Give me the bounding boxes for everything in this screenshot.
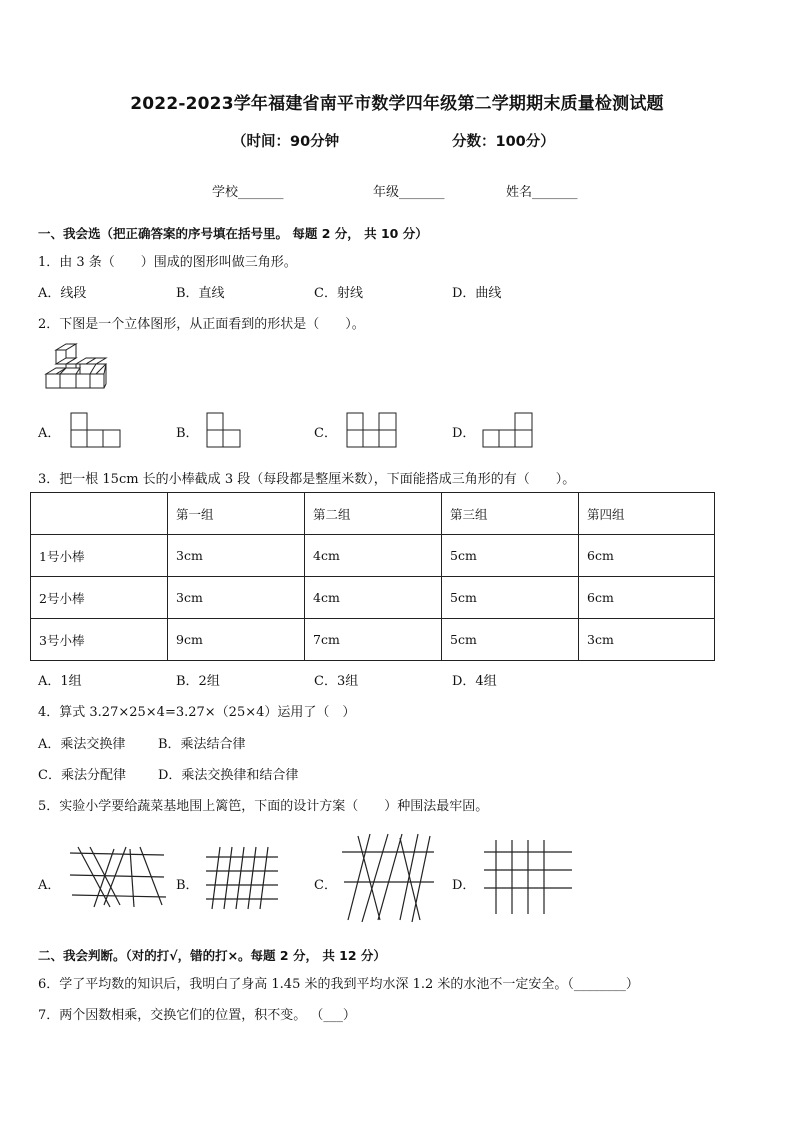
question-2: 2．下图是一个立体图形，从正面看到的形状是（ ）。 [38, 317, 365, 332]
question-3: 3．把一根 15cm 长的小棒截成 3 段（每段都是整厘米数），下面能搭成三角形的有（ ）。 [38, 472, 576, 487]
table-row [31, 577, 715, 619]
q3-option-c: C．3组 [314, 674, 359, 689]
q5-option-b-fence [204, 845, 280, 911]
question-4: 4．算式 3.27×25×4=3.27×（25×4）运用了（ ） [38, 705, 356, 720]
q4-option-b: B．乘法结合律 [158, 737, 246, 752]
table-cell: 6cm [579, 577, 715, 619]
table-header-cell: 第一组 [168, 493, 305, 535]
table-cell: 5cm [442, 535, 579, 577]
question-1: 1．由 3 条（ ）围成的图形叫做三角形。 [38, 255, 297, 270]
question-6: 6．学了平均数的知识后，我明白了身高 1.45 米的我到平均水深 1.2 米的水池不一定安全。（________） [38, 977, 639, 992]
table-cell: 3cm [168, 577, 305, 619]
q4-option-c: C．乘法分配律 [38, 768, 126, 783]
table-header-cell: 第二组 [305, 493, 442, 535]
q2-option-c-shape [346, 412, 398, 448]
school-field[interactable]: 学校_______ [212, 185, 284, 200]
score-label: 分数：100分） [452, 134, 555, 150]
q2-option-b: B． [176, 426, 199, 441]
page-title: 2022-2023学年福建省南平市数学四年级第二学期期末质量检测试题 [130, 94, 664, 114]
table-cell: 6cm [579, 535, 715, 577]
table-cell: 1号小棒 [31, 535, 168, 577]
q3-option-a: A．1组 [38, 674, 82, 689]
q2-option-a: A． [38, 426, 61, 441]
question-5: 5．实验小学要给蔬菜基地围上篱笆，下面的设计方案（ ）种围法最牢固。 [38, 799, 489, 814]
q2-option-b-shape [206, 412, 242, 448]
grade-field[interactable]: 年级_______ [373, 185, 445, 200]
table-cell: 9cm [168, 619, 305, 661]
section-1-heading: 一、我会选（把正确答案的序号填在括号里。 每题 2 分， 共 10 分） [38, 226, 428, 241]
name-field[interactable]: 姓名_______ [506, 185, 578, 200]
table-cell: 7cm [305, 619, 442, 661]
q2-option-c: C． [314, 426, 337, 441]
table-cell: 3cm [579, 619, 715, 661]
table-header-row [31, 493, 715, 535]
q1-option-c: C．射线 [314, 286, 363, 301]
q4-option-a: A．乘法交换律 [38, 737, 126, 752]
table-cell: 2号小棒 [31, 577, 168, 619]
q5-option-d: D． [452, 878, 476, 893]
table-cell: 3号小棒 [31, 619, 168, 661]
q5-option-b: B． [176, 878, 199, 893]
table-header-cell: 第四组 [579, 493, 715, 535]
time-label: （时间：90分钟 [232, 134, 340, 150]
q5-option-c-fence [340, 832, 436, 924]
q3-option-b: B．2组 [176, 674, 220, 689]
table-row [31, 535, 715, 577]
table-cell: 4cm [305, 577, 442, 619]
cube-stack-figure [44, 343, 108, 391]
question-7: 7．两个因数相乘，交换它们的位置，积不变。 （___） [38, 1008, 356, 1023]
sticks-table [30, 492, 715, 661]
q2-option-d: D． [452, 426, 476, 441]
q5-option-a-fence [68, 845, 168, 909]
q5-option-d-fence [482, 838, 574, 918]
table-cell: 4cm [305, 535, 442, 577]
table-cell: 5cm [442, 619, 579, 661]
q2-option-a-shape [70, 412, 122, 448]
q1-option-d: D．曲线 [452, 286, 502, 301]
table-header-cell: 第三组 [442, 493, 579, 535]
q1-option-a: A．线段 [38, 286, 87, 301]
q5-option-a: A． [38, 878, 61, 893]
table-cell: 5cm [442, 577, 579, 619]
table-cell: 3cm [168, 535, 305, 577]
q3-option-d: D．4组 [452, 674, 497, 689]
q2-option-d-shape [482, 412, 534, 448]
q4-option-d: D．乘法交换律和结合律 [158, 768, 299, 783]
q1-option-b: B．直线 [176, 286, 225, 301]
section-2-heading: 二、我会判断。（对的打√，错的打×。每题 2 分， 共 12 分） [38, 948, 386, 963]
q5-option-c: C． [314, 878, 337, 893]
table-row [31, 619, 715, 661]
table-header-cell [31, 493, 168, 535]
